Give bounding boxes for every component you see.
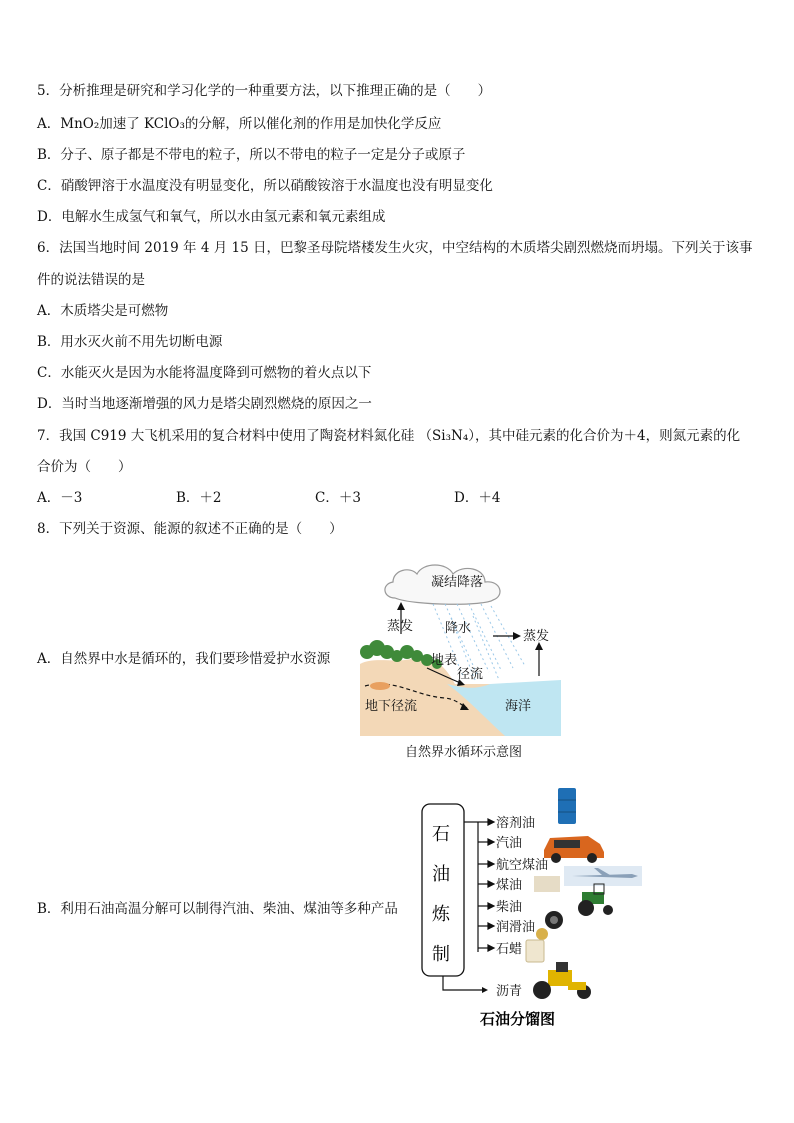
product-jet-fuel: 航空煤油 [496,858,549,873]
product-asphalt: 沥青 [496,984,523,999]
road-roller-icon [533,962,591,999]
rock-icon [370,682,390,690]
car-icon [544,836,604,863]
paraffin-icon [526,940,544,962]
box-char-4: 制 [432,944,450,965]
q8-option-a: A．自然界中水是循环的，我们要珍惜爱护水资源 [37,651,331,667]
surface-label-2: 径流 [457,667,484,682]
water-fig-caption: 自然界水循环示意图 [405,745,523,760]
product-solvent-oil: 溶剂油 [496,816,536,831]
cloud-label: 凝结降落 [431,575,484,590]
bearing-icon [536,928,548,940]
box-char-1: 石 [432,824,450,845]
q5-option-d: D．电解水生成氢气和氧气，所以水由氢元素和氧元素组成 [37,209,386,225]
oil-refining-figure [418,784,648,1034]
q7-stem-line1: 7．我国 C919 大飞机采用的复合材料中使用了陶瓷材料氮化硅 （Si₃N₄），其中硅元素的化合价为＋4，则氮元素的化 [37,428,741,444]
q7-option-a: A．－3 [37,490,83,506]
q6-option-d: D．当时当地逐渐增强的风力是塔尖剧烈燃烧的原因之一 [37,396,372,412]
product-kerosene: 煤油 [496,878,523,893]
product-paraffin: 石蜡 [496,942,523,957]
rain-label: 降水 [445,621,472,636]
kerosene-sample-icon [534,876,560,892]
asphalt-connector [443,976,484,990]
airplane-icon [564,866,642,886]
rain-to-evap-arrowhead [513,632,521,640]
q6-stem-line2: 件的说法错误的是 [37,272,145,288]
evap-arrowhead-left [397,602,405,610]
q5-option-c: C．硝酸钾溶于水温度没有明显变化，所以硝酸铵溶于水温度也没有明显变化 [37,178,493,194]
q5-option-b: B．分子、原子都是不带电的粒子，所以不带电的粒子一定是分子或原子 [37,147,466,163]
asphalt-arrowhead [482,987,488,993]
underground-label: 地下径流 [365,699,418,714]
tractor-icon [578,884,613,916]
q6-stem-line1: 6．法国当地时间 2019 年 4 月 15 日，巴黎圣母院塔楼发生火灾，中空结构的木质塔尖剧烈燃烧而坍塌。下列关于该事 [37,240,753,256]
q7-stem-line2: 合价为（ ） [37,459,132,475]
evap-label-left: 蒸发 [387,619,414,634]
product-arrows [478,819,494,951]
q7-option-b: B．＋2 [176,490,222,506]
barrel-icon [558,788,576,824]
product-diesel: 柴油 [496,900,523,915]
q7-option-c: C．＋3 [315,490,361,506]
q8-option-b: B．利用石油高温分解可以制得汽油、柴油、煤油等多种产品 [37,901,398,917]
q6-option-c: C．水能灭火是因为水能将温度降到可燃物的着火点以下 [37,365,372,381]
oil-fig-caption: 石油分馏图 [480,1010,556,1028]
water-cycle-figure [355,556,565,766]
surface-label-1: 地表 [431,653,458,668]
q6-option-a: A．木质塔尖是可燃物 [37,303,169,319]
product-lubricant: 润滑油 [496,920,536,935]
q5-stem: 5．分析推理是研究和学习化学的一种重要方法，以下推理正确的是（ ） [37,83,492,99]
product-gasoline: 汽油 [496,836,523,851]
tire-icon [545,911,563,929]
box-char-2: 油 [432,864,450,885]
q5-option-a: A．MnO₂加速了 KClO₃的分解，所以催化剂的作用是加快化学反应 [37,116,442,132]
q8-stem: 8．下列关于资源、能源的叙述不正确的是（ ） [37,521,343,537]
ocean-label: 海洋 [505,699,532,714]
q7-option-d: D．＋4 [454,490,501,506]
box-char-3: 炼 [432,904,450,925]
evap-label-right: 蒸发 [523,629,550,644]
q6-option-b: B．用水灭火前不用先切断电源 [37,334,223,350]
